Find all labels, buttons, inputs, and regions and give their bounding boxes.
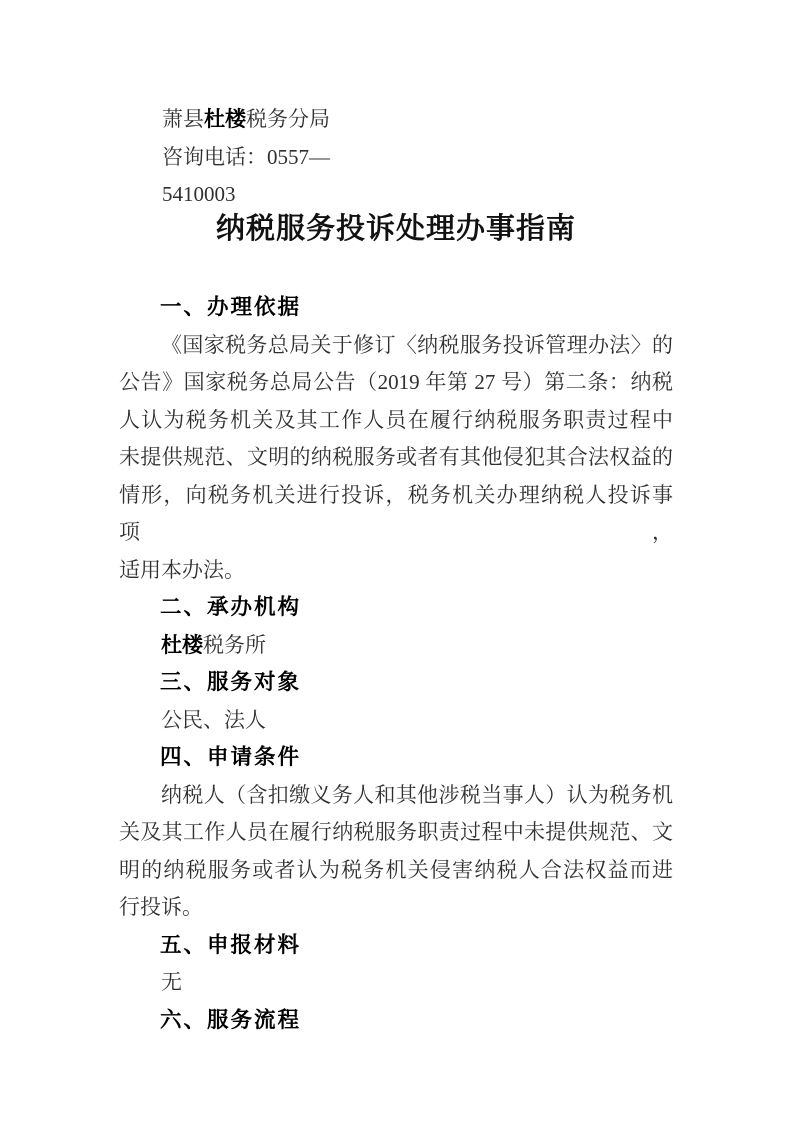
organ-name-rest: 税务所 <box>203 632 266 657</box>
audience-body-line: 公民、法人 <box>161 707 266 732</box>
phone-number-line: 5410003 <box>162 182 236 206</box>
basis-paragraph-line: 未提供规范、文明的纳税服务或者有其他侵犯其合法权益的 <box>119 445 673 469</box>
conditions-paragraph-line: 明的纳税服务或者认为税务机关侵害纳税人合法权益而进 <box>119 857 673 882</box>
section-heading-organ: 二、承办机构 <box>160 595 302 619</box>
office-name-bold: 杜楼 <box>204 108 246 131</box>
organ-body-line <box>119 627 673 665</box>
conditions-paragraph-line: 纳税人（含扣缴义务人和其他涉税当事人）认为税务机 <box>161 782 673 807</box>
office-suffix: 税务分局 <box>246 107 330 131</box>
section-heading-audience: 三、服务对象 <box>160 670 302 694</box>
basis-paragraph-line: 情形，向税务机关进行投诉，税务机关办理纳税人投诉事项， <box>119 482 673 544</box>
basis-paragraph-line: 适用本办法。 <box>119 557 245 582</box>
conditions-paragraph-line: 行投诉。 <box>119 895 203 919</box>
section-heading-materials: 五、申报材料 <box>160 932 302 957</box>
office-line <box>119 101 673 139</box>
section-heading-conditions: 四、申请条件 <box>160 745 302 769</box>
section-heading-basis: 一、办理依据 <box>160 295 302 319</box>
basis-paragraph-line: 人认为税务机关及其工作人员在履行纳税服务职责过程中 <box>119 407 673 432</box>
phone-line: 咨询电话：0557— <box>162 144 330 169</box>
materials-body-line: 无 <box>161 970 182 994</box>
office-prefix: 萧县 <box>162 107 204 131</box>
organ-name-bold: 杜楼 <box>161 633 203 657</box>
section-heading-process: 六、服务流程 <box>160 1007 302 1032</box>
basis-paragraph-line: 公告》国家税务总局公告（2019 年第 27 号）第二条：纳税 <box>119 370 673 394</box>
basis-paragraph-line: 《国家税务总局关于修订〈纳税服务投诉管理办法〉的 <box>161 332 673 357</box>
conditions-paragraph-line: 关及其工作人员在履行纳税服务职责过程中未提供规范、文 <box>119 820 673 844</box>
document-title: 纳税服务投诉处理办事指南 <box>215 212 576 245</box>
document-content <box>119 0 673 1039</box>
